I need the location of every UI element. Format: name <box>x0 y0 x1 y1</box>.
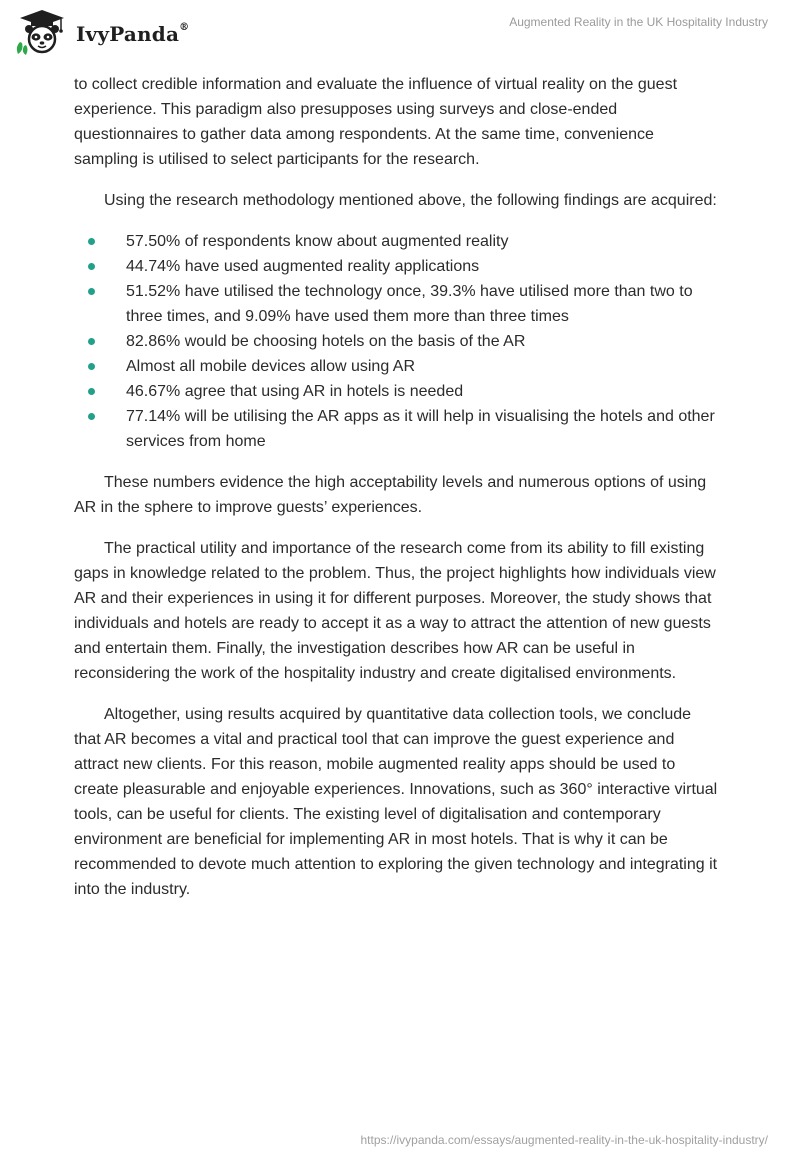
running-title: Augmented Reality in the UK Hospitality Industry <box>509 15 768 29</box>
list-item: 51.52% have utilised the technology once, 39.3% have utilised more than two to three times, and 9.09% have used them more than three times <box>74 279 722 329</box>
paragraph-acceptability: These numbers evidence the high acceptability levels and numerous options of using AR in the sphere to improve guests’ experiences. <box>74 474 707 516</box>
findings-list <box>74 229 722 454</box>
bullet-icon <box>88 288 95 295</box>
list-item: 46.67% agree that using AR in hotels is needed <box>74 379 722 404</box>
logo-wordmark: IvyPanda® <box>76 22 190 46</box>
paragraph-utility: The practical utility and importance of the research come from its ability to fill existing gaps in knowledge related to the problem. Thus, the project highlights how individuals view AR and their experiences in using it for different purposes. Moreover, the study shows that individuals and hotels are ready to accept it as a way to attract the attention of new guests and entertain them. Finally, the investigation describes how AR can be useful in reconsidering the work of the hospitality industry and create digitalised environments. <box>74 540 716 682</box>
paragraph-findings-intro: Using the research methodology mentioned above, the following findings are acquired: <box>104 192 717 209</box>
source-url[interactable]: https://ivypanda.com/essays/augmented-reality-in-the-uk-hospitality-industry/ <box>360 1133 768 1147</box>
bullet-icon <box>88 338 95 345</box>
paragraph-conclusion: Altogether, using results acquired by quantitative data collection tools, we conclude that AR becomes a vital and practical tool that can improve the guest experience and attract new clients. For this reason, mobile augmented reality apps should be used to create pleasurable and enjoyable experiences. Innovations, such as 360° interactive virtual tools, can be useful for clients. The existing level of digitalisation and contemporary environment are beneficial for implementing AR in most hotels. That is why it can be recommended to devote much attention to exploring the given technology and integrating it into the industry. <box>74 706 718 898</box>
essay-body <box>74 72 722 918</box>
paragraph-method: to collect credible information and evaluate the influence of virtual reality on the guest experience. This paradigm also presupposes using surveys and close-ended questionnaires to gather data among respondents. At the same time, convenience sampling is utilised to select participants for the research. <box>74 76 678 168</box>
bullet-icon <box>88 363 95 370</box>
list-item: 44.74% have used augmented reality applications <box>74 254 722 279</box>
list-item: Almost all mobile devices allow using AR <box>74 354 722 379</box>
panda-graduate-icon <box>14 8 70 56</box>
ivypanda-logo[interactable] <box>14 8 189 56</box>
list-item: 57.50% of respondents know about augmented reality <box>74 229 722 254</box>
bullet-icon <box>88 413 95 420</box>
page-header <box>0 0 800 70</box>
bullet-icon <box>88 263 95 270</box>
bullet-icon <box>88 388 95 395</box>
bullet-icon <box>88 238 95 245</box>
list-item: 77.14% will be utilising the AR apps as it will help in visualising the hotels and other services from home <box>74 404 722 454</box>
list-item: 82.86% would be choosing hotels on the basis of the AR <box>74 329 722 354</box>
